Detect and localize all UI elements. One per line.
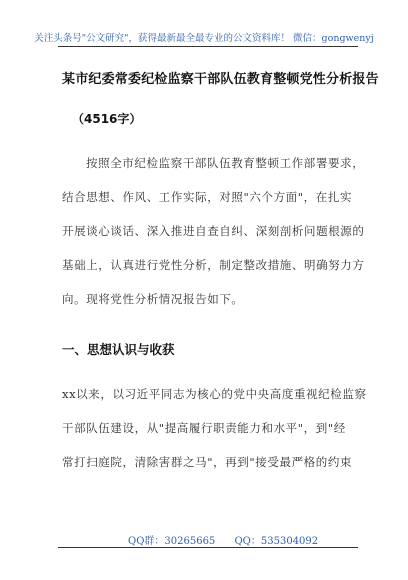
paragraph-line: 常打扫庭院，清除害群之马"，再到"接受最严格的约束 [62, 455, 353, 469]
header-divider [58, 46, 358, 47]
document-title: 某市纪委常委纪检监察干部队伍教育整顿党性分析报告 [62, 72, 379, 87]
footer-divider [58, 547, 358, 548]
header-note: 关注头条号"公文研究"，获得最新最全最专业的公文资料库！ 微信：gongwenyj [34, 33, 374, 44]
footer-qq-number: QQ：535304092 [234, 536, 319, 547]
paragraph-line: 基础上，认真进行党性分析，制定整改措施、明确努力方 [62, 258, 365, 272]
paragraph-line: 向。现将党性分析情况报告如下。 [62, 292, 244, 306]
paragraph-line: 按照全市纪检监察干部队伍教育整顿工作部署要求， [86, 156, 365, 170]
section-paragraph [62, 377, 367, 479]
word-count: （4516字） [72, 112, 142, 126]
footer-qq-group: QQ群：30265665 [128, 536, 216, 547]
paragraph-line: 结合思想、作风、工作实际，对照"六个方面"，在扎实 [62, 190, 353, 204]
footer-contact [128, 532, 334, 547]
section-heading: 一、思想认识与收获 [62, 342, 175, 357]
paragraph-line: 干部队伍建设，从"提高履行职责能力和水平"，到"经 [62, 421, 346, 435]
intro-paragraph [62, 146, 365, 316]
paragraph-line: xx以来，以习近平同志为核心的党中央高度重视纪检监察 [62, 387, 367, 401]
paragraph-line: 开展谈心谈话、深入推进自查自纠、深刻剖析问题根源的 [62, 224, 365, 238]
